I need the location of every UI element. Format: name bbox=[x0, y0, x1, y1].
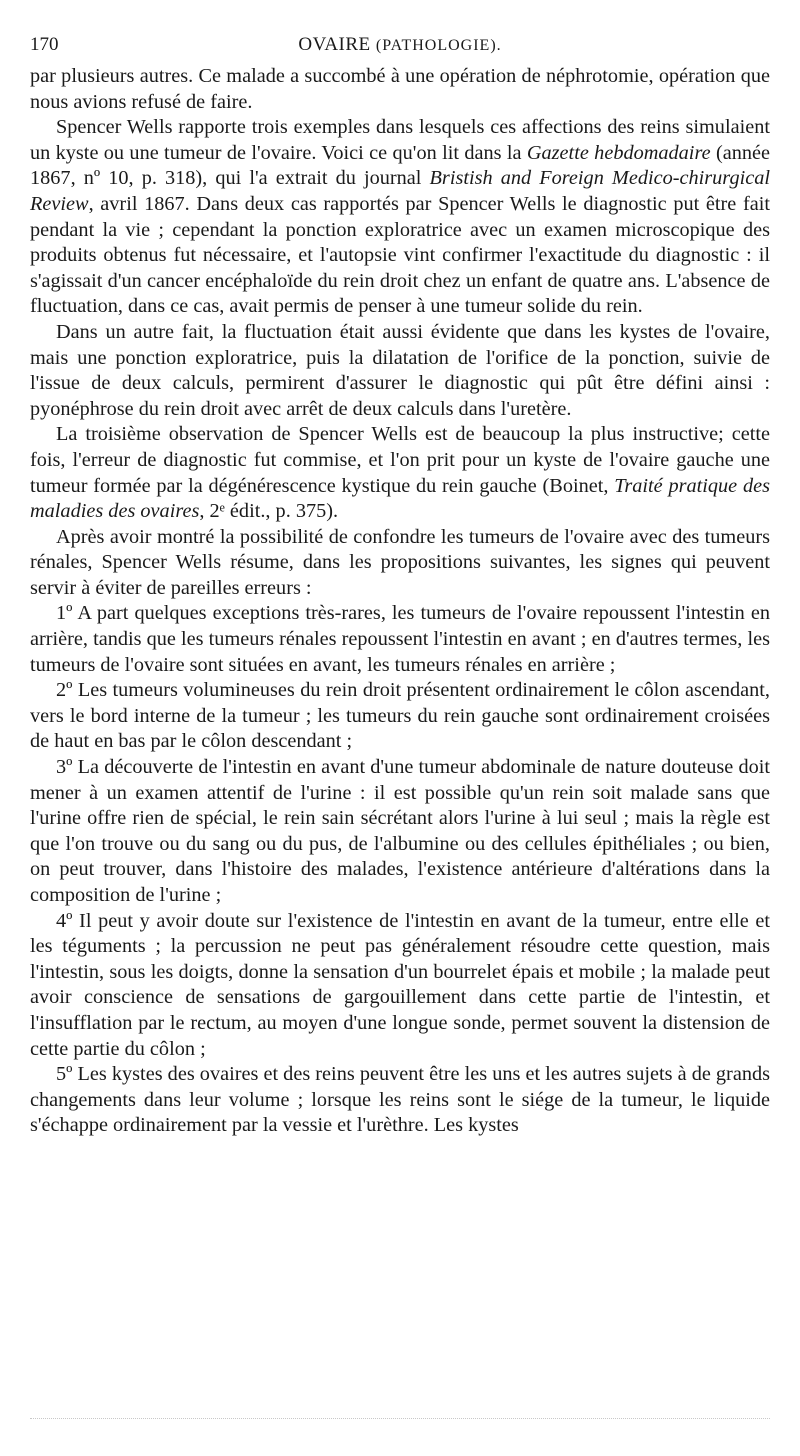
journal-title: Bristish and Foreign Medico-chirurgical Review bbox=[30, 167, 770, 215]
page-number: 170 bbox=[30, 34, 59, 55]
running-title: OVAIRE bbox=[298, 34, 371, 55]
journal-title: Gazette hebdomadaire bbox=[526, 141, 711, 164]
body-text bbox=[30, 64, 770, 1139]
paragraph-text: , 2ᵉ édit., p. 375). bbox=[199, 500, 339, 523]
paragraph-fluctuation: Dans un autre fait, la fluctuation était aussi évidente que dans les kystes de l'ovaire, mais une ponction exploratrice, puis la dilatation de l'orifice de la ponction, suivie de l'issue de deux calculs, permirent d'assurer le diagnostic qui pût être défini ainsi : pyonéphrose du rein droit avec arrêt de deux calculs dans l'uretère. bbox=[30, 320, 770, 420]
paragraph-continued: par plusieurs autres. Ce malade a succombé à une opération de néphrotomie, opération que nous avions refusé de faire. bbox=[30, 65, 770, 113]
paragraph-summary-intro: Après avoir montré la possibilité de confondre les tumeurs de l'ovaire avec des tumeurs rénales, Spencer Wells résume, dans les propositions suivantes, les signes qui peuvent servir à éviter de pareilles erreurs : bbox=[30, 525, 770, 599]
book-title: Traité pratique des maladies des ovaires bbox=[30, 474, 770, 523]
list-item: 4º Il peut y avoir doute sur l'existence de l'intestin en avant de la tumeur, entre elle et les téguments ; la percussion ne peut pas généralement résoudre cette question, mais l'intestin, sous les doigts, donne la sensation d'un bourrelet épais et mobile ; la malade peut avoir conscience de sensations de gargouillement dans cette partie de l'intestin, et l'insufflation par le rectum, au moyen d'une longue sonde, permet souvent la distension de cette partie du côlon ; bbox=[30, 909, 770, 1060]
running-subtitle: (PATHOLOGIE). bbox=[375, 37, 502, 54]
list-item: 2º Les tumeurs volumineuses du rein droit présentent ordinairement le côlon ascendant, vers le bord interne de la tumeur ; les tumeurs du rein gauche sont ordinairement croisées de haut en bas par le côlon descendant ; bbox=[30, 679, 770, 753]
page-header bbox=[30, 30, 770, 60]
page bbox=[30, 30, 770, 1139]
paragraph-text: , avril 1867. Dans deux cas rapportés par Spencer Wells le diagnostic put être fait pendant la vie ; cependant la ponction exploratrice avec un examen microscopique des produits obtenus fut nécessaire, et l'autopsie vint confirmer l'exactitude du diagnostic : il s'agissait d'un cancer encéphaloïde du rein droit chez un enfant de quatre ans. L'absence de fluctuation, dans ce cas, avait permis de penser à une tumeur solide du rein. bbox=[30, 192, 770, 318]
paragraph-spencer-wells bbox=[30, 115, 770, 320]
list-item: 5º Les kystes des ovaires et des reins peuvent être les uns et les autres sujets à de grands changements dans leur volume ; lorsque les reins sont le siége de la tumeur, le liquide s'échappe ordinairement par la vessie et l'urèthre. Les kystes bbox=[30, 1063, 770, 1137]
paragraph-text: (année 1867, nº 10, p. 318), qui l'a extrait du journal bbox=[30, 141, 770, 190]
paragraph-text: La troisième observation de Spencer Wells est de beaucoup la plus instructive; cette fois, l'erreur de diagnostic fut commise, et l'on prit pour un kyste de l'ovaire gauche une tumeur formée par la dégénérescence kystique du rein gauche (Boinet, bbox=[30, 423, 770, 497]
paragraph-third-observation bbox=[30, 422, 770, 524]
list-item: 3º La découverte de l'intestin en avant d'une tumeur abdominale de nature douteuse doit mener à un examen attentif de l'urine : il est possible qu'un rein soit malade sans que l'urine offre rien de spécial, le rein sain sécrétant alors l'urine à lui seul ; mais la règle est que l'on trouve ou du sang ou du pus, de l'albumine ou des cellules épithéliales ; ou bien, on peut trouver, dans l'histoire des malades, l'existence antérieure d'altérations dans la composition de l'urine ; bbox=[30, 756, 770, 906]
footer-bleedthrough bbox=[30, 1418, 770, 1419]
list-item: 1º A part quelques exceptions très-rares, les tumeurs de l'ovaire repoussent l'intestin en arrière, tandis que les tumeurs rénales repoussent l'intestin en avant ; en d'autres termes, les tumeurs de l'ovaire sont situées en avant, les tumeurs rénales en arrière ; bbox=[30, 602, 770, 676]
paragraph-text: Spencer Wells rapporte trois exemples dans lesquels ces affections des reins simulaient un kyste ou une tumeur de l'ovaire. Voici ce qu'on lit dans la bbox=[30, 116, 770, 164]
running-head bbox=[30, 30, 770, 61]
